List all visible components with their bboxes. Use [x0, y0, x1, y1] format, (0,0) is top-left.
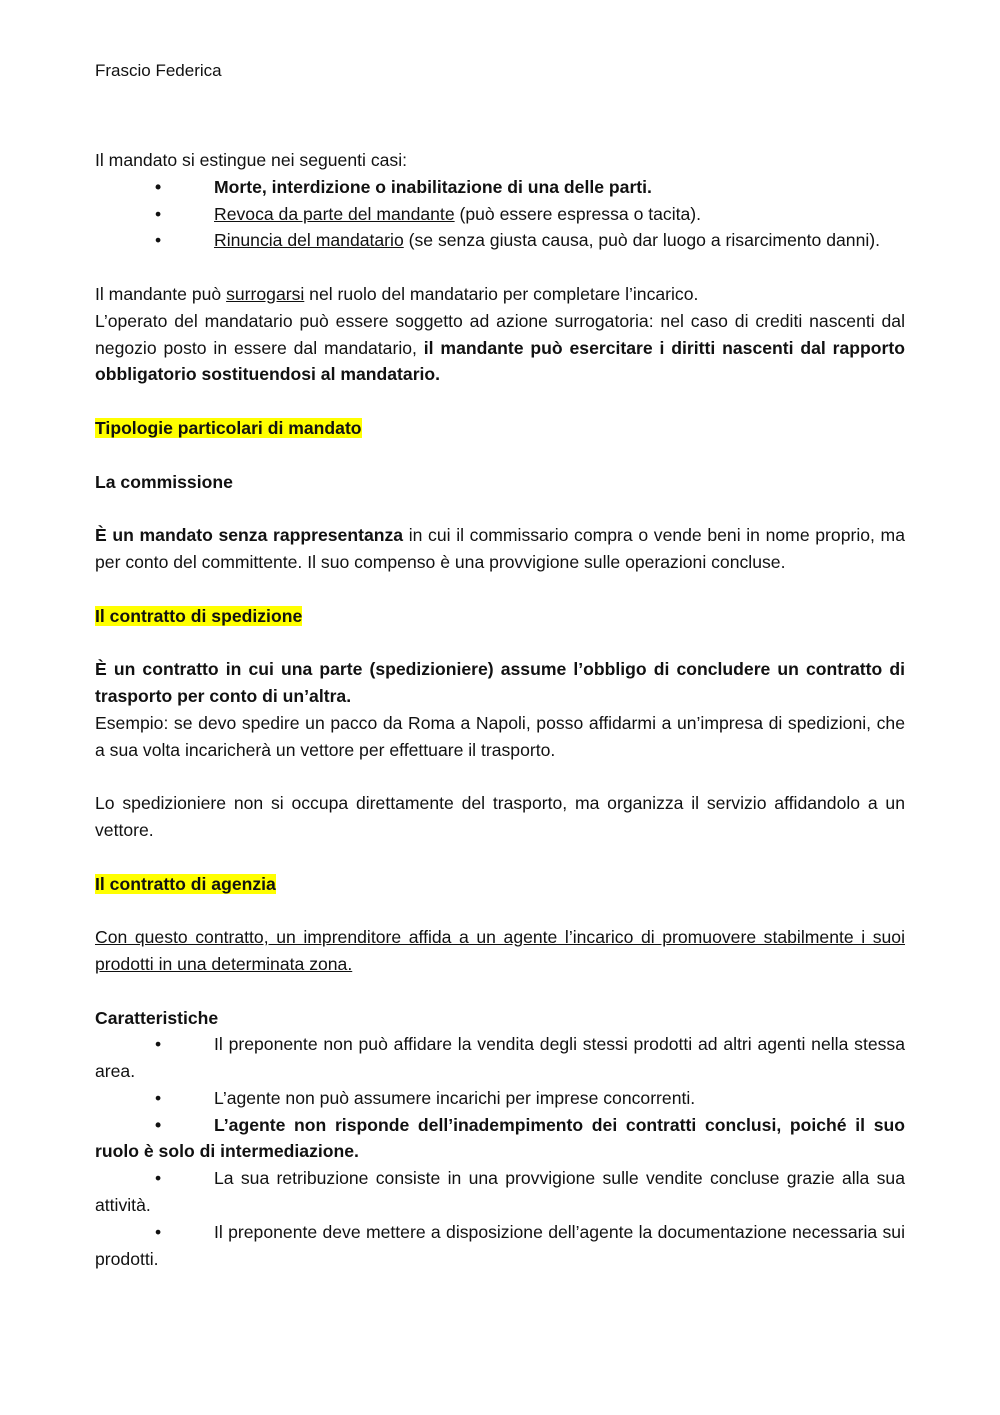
bold-text: il mandante può esercitare i diritti nascenti dal rapporto obbligatorio sostituendosi al mandatario. — [95, 337, 905, 385]
list-item — [95, 174, 905, 201]
paragraph: È un contratto in cui una parte (spedizioniere) assume l’obbligo di concludere un contratto di trasporto per conto di un’altra. — [95, 659, 905, 706]
document-body — [95, 147, 905, 1272]
intro-paragraph: Il mandato si estingue nei seguenti casi: — [95, 150, 407, 170]
list-item-text: Morte, interdizione o inabilitazione di una delle parti. — [214, 176, 652, 197]
list-item — [95, 1219, 905, 1273]
bullet-icon: • — [155, 1221, 162, 1242]
subheading: Caratteristiche — [95, 1007, 219, 1028]
paragraph: Lo spedizioniere non si occupa direttamente del trasporto, ma organizza il servizio affidandolo a un vettore. — [95, 793, 905, 840]
paragraph — [95, 281, 905, 308]
bullet-icon: • — [155, 1034, 162, 1055]
text-run: L’operato del mandatario può essere soggetto ad azione surrogatoria: nel caso di crediti nascenti dal negozio posto in essere dal mandatario, — [95, 310, 905, 358]
bullet-icon: • — [155, 1168, 162, 1189]
list-item-text: L’agente non risponde dell’inadempimento dei contratti conclusi, poiché il suo ruolo è solo di intermediazione. — [95, 1114, 905, 1162]
paragraph: Esempio: se devo spedire un pacco da Roma a Napoli, posso affidarmi a un’impresa di spedizioni, che a sua volta incaricherà un vettore per effettuare il trasporto. — [95, 712, 905, 760]
paragraph — [95, 308, 905, 388]
list-item — [95, 1112, 905, 1166]
bullet-icon: • — [155, 176, 162, 197]
list-item-text: L’agente non può assumere incarichi per imprese concorrenti. — [214, 1087, 696, 1108]
paragraph — [95, 522, 905, 576]
section-heading: Il contratto di spedizione — [95, 605, 303, 626]
text-run: Il mandante può — [95, 283, 227, 304]
list-item-text: (se senza giusta causa, può dar luogo a risarcimento danni). — [403, 230, 881, 251]
list-item-text: Il preponente deve mettere a disposizione dell’agente la documentazione necessaria sui prodotti. — [95, 1221, 905, 1269]
list-item — [95, 201, 905, 228]
list-item-text: La sua retribuzione consiste in una provvigione sulle vendite concluse grazie alla sua attività. — [95, 1168, 905, 1216]
list-item — [95, 1085, 905, 1112]
list-item — [95, 1031, 905, 1085]
bullet-icon: • — [155, 230, 162, 251]
list-item-underlined: Revoca da parte del mandante — [214, 203, 455, 224]
bullet-icon: • — [155, 1087, 162, 1108]
author-name: Frascio Federica — [95, 61, 222, 80]
bullet-icon: • — [155, 1114, 162, 1135]
list-item — [95, 227, 905, 254]
subheading: La commissione — [95, 471, 233, 492]
bold-text: È un mandato senza rappresentanza — [95, 525, 404, 546]
list-item-text: Il preponente non può affidare la vendita degli stessi prodotti ad altri agenti nella stessa area. — [95, 1034, 905, 1082]
underlined-term: surrogarsi — [226, 283, 305, 304]
section-heading: Il contratto di agenzia — [95, 873, 276, 894]
list-item — [95, 1165, 905, 1219]
text-run: in cui il commissario compra o vende beni in nome proprio, ma per conto del committente. Il suo compenso è una provvigione sulle operazioni concluse. — [95, 525, 905, 572]
section-heading: Tipologie particolari di mandato — [95, 417, 362, 438]
list-item-text: (può essere espressa o tacita). — [454, 203, 702, 224]
paragraph: Con questo contratto, un imprenditore affida a un agente l’incarico di promuovere stabilmente i suoi prodotti in una determinata zona. — [95, 927, 905, 974]
list-item-underlined: Rinuncia del mandatario — [214, 230, 404, 251]
text-run: nel ruolo del mandatario per completare l’incarico. — [304, 283, 699, 304]
bullet-icon: • — [155, 203, 162, 224]
